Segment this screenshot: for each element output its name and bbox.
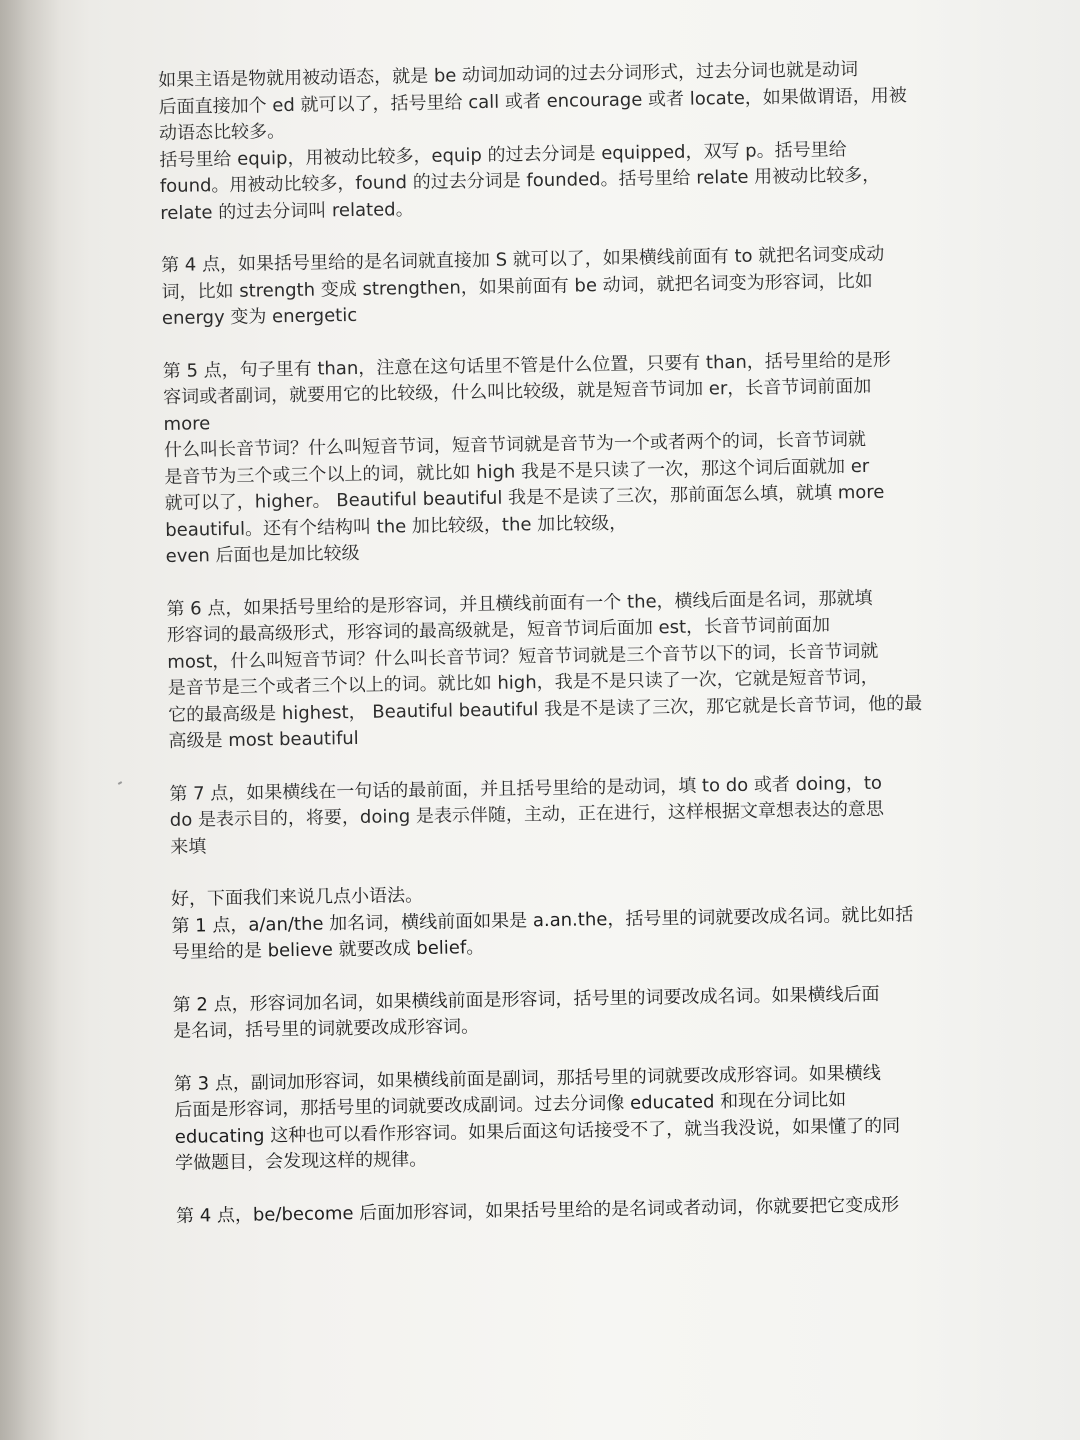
paragraph-past-participle-examples: 括号里给 equip，用被动比较多，equip 的过去分词是 equipped，双写 p。括号里给 found。用被动比较多，found 的过去分词是 founded。括号里给 relate 用被动比较多， relate 的过去分词叫 related。 [159, 138, 881, 224]
paragraph-point-7-to-do-doing: 第 7 点，如果横线在一句话的最前面，并且括号里给的是动词，填 to do 或者 doing，to do 是表示目的，将要，doing 是表示伴随，主动，正在进行，这样根据文章想表达的意思 来填 [169, 772, 885, 858]
paragraph-passive-voice: 如果主语是物就用被动语态，就是 be 动词加动词的过去分词形式，过去分词也就是动词 后面直接加个 ed 就可以了，括号里给 call 或者 encourage 或者 locate，如果做谓语，用被 动语态比较多。 [158, 59, 907, 144]
page-binding-shadow [0, 0, 60, 1440]
paragraph-grammar-point-2: 第 2 点，形容词加名词，如果横线前面是形容词，括号里的词要改成名词。如果横线后面 是名词，括号里的词就要改成形容词。 [172, 983, 880, 1042]
paragraph-grammar-point-4: 第 4 点，be/become 后面加形容词，如果括号里给的是名词或者动词，你就要把它变成形 [175, 1194, 900, 1227]
paragraph-grammar-intro: 好，下面我们来说几点小语法。 [170, 884, 424, 910]
paragraph-syllables-explanation: 什么叫长音节词？什么叫短音节词，短音节词就是音节为一个或者两个的词，长音节词就 是音节为三个或三个以上的词，就比如 high 我是不是只读了一次，那这个词后面就加 er 就可以了，higher。 Beautiful beautiful 我是不是读了三次，那前面怎么填，就填 more beautiful。还有个结构叫 the 加比较级，the 加比较级， [163, 428, 885, 541]
paragraph-point-5-than: 第 5 点，句子里有 than，注意在这句话里不管是什么位置，只要有 than，括号里给的是形 容词或者副词，就要用它的比较级，什么叫比较级，就是短音节词加 er，长音节词前面加 more [162, 349, 891, 435]
paragraph-grammar-point-1: 第 1 点，a/an/the 加名词，横线前面如果是 a.an.the，括号里的词就要改成名词。就比如括 号里给的是 believe 就要改成 belief。 [171, 903, 914, 963]
paragraph-point-6-superlative: 第 6 点，如果括号里给的是形容词，并且横线前面有一个 the，横线后面是名词，那就填 形容词的最高级形式，形容词的最高级就是，短音节词后面加 est，长音节词前面加 most，什么叫短音节词？什么叫长音节词？短音节词就是三个音节以下的词，长音节词就 是音节是三个或者三个以上的词。就比如 high，我是不是只读了一次，它就是短音节词， 它的最高级是 highest， Beautiful beautiful 我是不是读了三次，那它就是长音节词，他的最 高级是 most beautiful [166, 587, 923, 752]
paragraph-point-4-nouns: 第 4 点，如果括号里给的是名词就直接加 S 就可以了，如果横线前面有 to 就把名词变成动 词，比如 strength 变成 strengthen，如果前面有 be 动词，就把名词变为形容词，比如 energy 变为 energetic [160, 243, 885, 329]
paragraph-even-comparative: even 后面也是加比较级 [165, 542, 360, 567]
paragraph-grammar-point-3: 第 3 点，副词加形容词，如果横线前面是副词，那括号里的词就要改成形容词。如果横线 后面是形容词，那括号里的词就要改成副词。过去分词像 educated 和现在分词比如 educating 这种也可以看作形容词。如果后面这句话接受不了，就当我没说，如果懂了的同 学做题目，会发现这样的规律。 [173, 1062, 901, 1174]
pencil-mark [118, 781, 122, 785]
document-body [158, 55, 976, 1229]
